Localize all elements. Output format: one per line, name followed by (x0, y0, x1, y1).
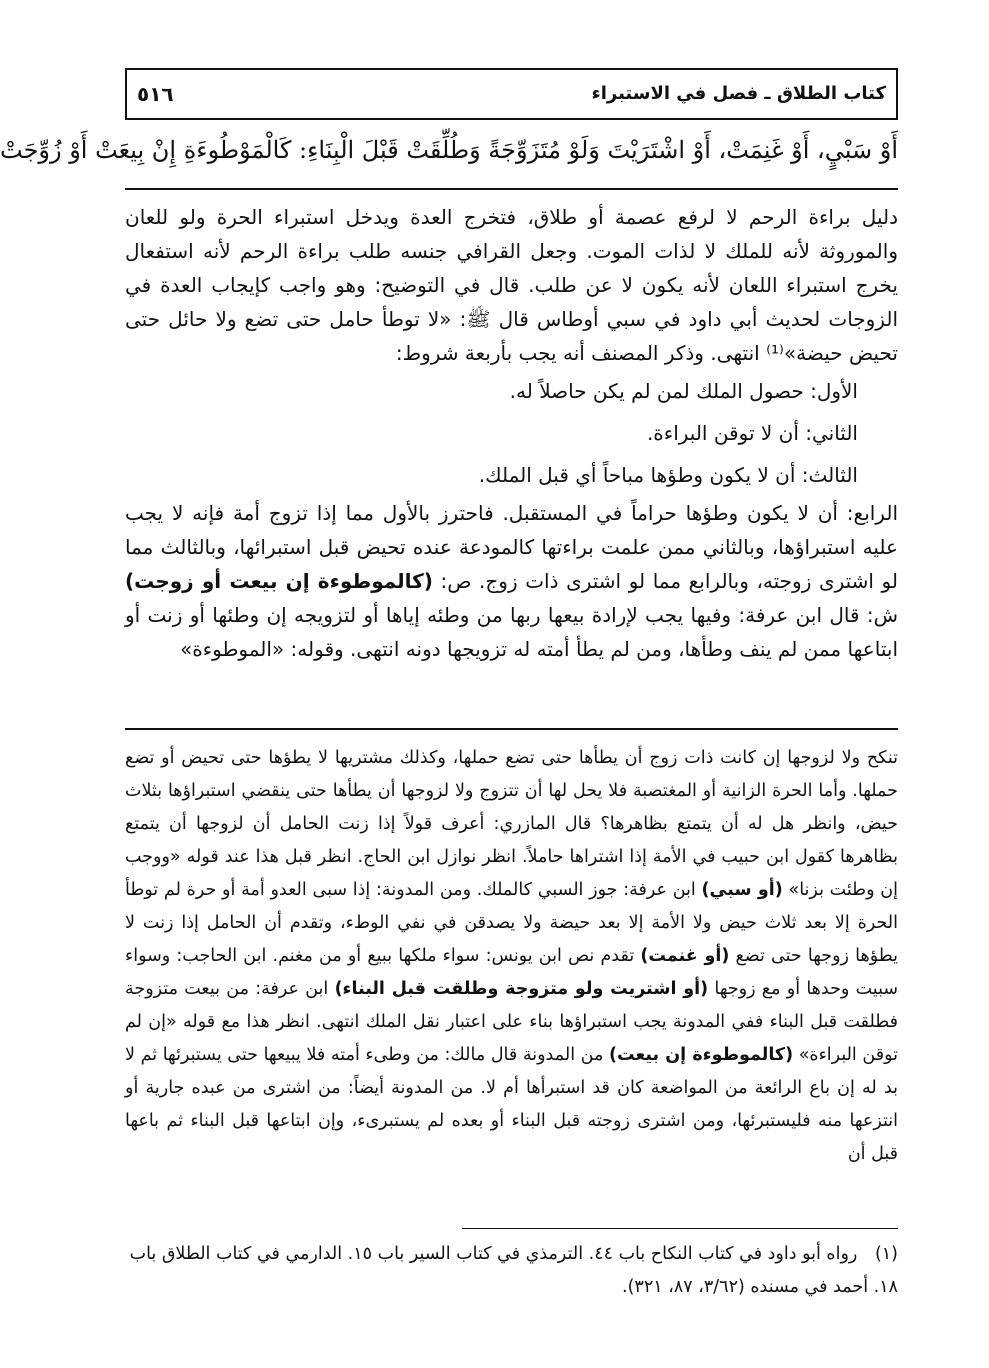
matn-quote: (أو اشتريت ولو متزوجة وطلقت قبل البناء) (334, 979, 709, 999)
condition-2: الثاني: أن لا توقن البراءة. (646, 421, 858, 445)
footnote-text: رواه أبو داود في كتاب النكاح باب ٤٤. الترمذي في كتاب السير باب ١٥. الدارمي في كتاب الطلاق باب ١٨. أحمد في مسنده (٣/٦٢، ٨٧، ٣٢١). (129, 1244, 898, 1297)
running-header (125, 68, 898, 120)
condition-1: الأول: حصول الملك لمن لم يكن حاصلاً له. (509, 379, 858, 403)
matn-quote: (كالموطوءة إن بيعت) (608, 1045, 794, 1065)
condition-3: الثالث: أن لا يكون وطؤها مباحاً أي قبل الملك. (478, 463, 858, 487)
footnote-divider (462, 1228, 898, 1229)
commentary-text: ش: قال ابن عرفة: وفيها يجب لإرادة بيعها ربها من وطئه إياها أو لتزويجه إن وطئها أو زنت أو ابتاعها ممن لم ينف وطأها، ومن لم يطأ أمته له تزويجها دونه انتهى. وقوله: «الموطوءة» (125, 603, 898, 661)
footnote-number: (١) (874, 1244, 898, 1264)
divider-middle (125, 728, 898, 730)
hashiya-text: تقدم نص ابن يونس: سواء ملكها ببيع أو من مغنم. ابن الحاجب: وسواء سبيت وحدها أو مع زوجها (125, 946, 899, 999)
hashiya-text: تنكح ولا لزوجها إن كانت ذات زوج أن يطأها حتى تضع حملها، وكذلك مشتريها لا يطؤها حتى تحيض أو تضع حملها. وأما الحرة الزانية أو المغتصبة فلا يحل لها أن تتزوج ولا لزوجها أن يطأها حتى ينقضي استبراؤها بثلاث حيض، وانظر هل له أن يتمتع بظاهرها؟ قال المازري: أعرف قولاً إذا زنت الحامل أن لزوجها أن يتمتع بظاهرها كقول ابن حبيب في الأمة إذا اشتراها حاملاً. انظر نوازل ابن الحاج. انظر قبل هذا عند قوله «ووجب إن وطئت بزنا» (125, 748, 898, 900)
header-title: كتاب الطلاق ـ فصل في الاستبراء (591, 83, 886, 104)
commentary-paragraph-1: دليل براءة الرحم لا لرفع عصمة أو طلاق، فتخرج العدة ويدخل استبراء الحرة ولو للعان والموروثة لأنه للملك لا لذات الموت. وجعل القرافي جنسه طلب براءة الرحم لأنه استفعال يخرج استبراء اللعان لأنه يكون لا عن طلب. قال في التوضيح: وهو واجب كإيجاب العدة في الزوجات لحديث أبي داود في سبي أوطاس قال ﷺ: «لا توطأ حامل حتى تضع ولا حائل حتى تحيض حيضة»⁽¹⁾ انتهى. وذكر المصنف أنه يجب بأربعة شروط: (125, 205, 898, 365)
hashiya-paragraph (125, 742, 898, 1171)
hashiya-text: من المدونة قال مالك: من وطىء أمته فلا يبيعها حتى يستبرئها ثم لا بد له إن باع الرائعة من المواضعة كان قد استبرأها أم لا. من المدونة أيضاً: من اشترى من عبده جارية أو انتزعها منه فليستبرئها، ومن اشترى زوجته قبل البناء أو بعده لم يستبرىء، وإن ابتاعها قبل البناء ثم باعها قبل أن (125, 1045, 898, 1164)
commentary-paragraph-2 (125, 496, 898, 666)
matn-quote: (كالموطوءة إن بيعت أو زوجت) (125, 569, 433, 593)
page-number: ٥١٦ (137, 82, 174, 106)
matn-quote: (أو غنمت) (640, 946, 730, 966)
matn-quote: (أو سبي) (701, 880, 783, 900)
matn-line: أَوْ سَبْيٍ، أَوْ غَنِمَتْ، أَوْ اشْتَرَيْتَ وَلَوْ مُتَزَوِّجَةً وَطُلِّقَتْ قَبْلَ الْبِنَاءِ: كَالْمَوْطُوءَةِ إِنْ بِيعَتْ أَوْ زُوِّجَتْ (0, 136, 898, 164)
hashiya-text: ابن عرفة: من بيعت متزوجة فطلقت قبل البناء ففي المدونة يجب استبراؤها بناء على اعتبار نقل الملك انتهى. انظر هذا مع قوله «إن لم توقن البراءة» (125, 979, 898, 1065)
hashiya-section (125, 742, 898, 1171)
footnote (125, 1238, 898, 1304)
divider-top (125, 188, 898, 190)
commentary-section (125, 200, 898, 666)
commentary-text: الرابع: أن لا يكون وطؤها حراماً في المستقبل. فاحترز بالأول مما إذا تزوج أمة فإنه لا يجب عليه استبراؤها، وبالثاني ممن علمت براءتها كالمودعة عنده تحيض قبل استبرائها، وبالثالث مما لو اشترى زوجته، وبالرابع مما لو اشترى ذات زوج. ص: (125, 501, 898, 593)
hashiya-text: ابن عرفة: جوز السبي كالملك. ومن المدونة: إذا سبى العدو أمة أو حرة لم توطأ الحرة إلا بعد ثلاث حيض ولا الأمة إلا بعد حيضة ولا يصدقن في نفي الوطء، وتقدم أن الحامل إذا زنت لا يطؤها زوجها حتى تضع (125, 880, 898, 966)
